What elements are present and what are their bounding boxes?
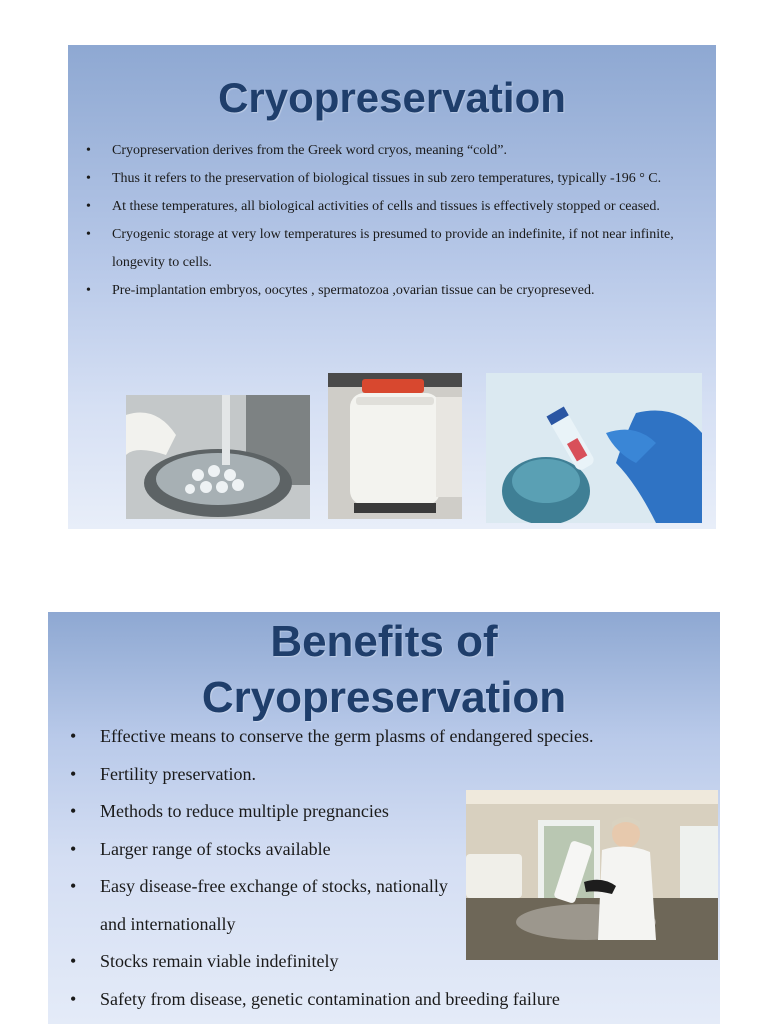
lab-worker-photo (466, 790, 718, 960)
list-item-text: Safety from disease, genetic contamination and breeding failure (100, 988, 560, 1009)
bullet-icon: • (86, 171, 91, 186)
bullet-icon: • (70, 951, 77, 971)
list-item (70, 868, 460, 943)
list-item (86, 137, 686, 165)
slide-title: Cryopreservation (218, 74, 566, 121)
list-item-text: Effective means to conserve the germ plasms of endangered species. (100, 726, 594, 746)
bullet-icon: • (86, 143, 91, 158)
list-item-text: Larger range of stocks available (100, 838, 331, 859)
list-item (86, 221, 686, 277)
list-item-text: Methods to reduce multiple pregnancies (100, 801, 389, 821)
list-item-text: Easy disease-free exchange of stocks, nationally and internationally (100, 876, 448, 934)
list-item-text: Cryopreservation derives from the Greek word cryos, meaning “cold”. (112, 143, 507, 158)
list-item (70, 981, 710, 1019)
bullet-icon: • (70, 876, 77, 896)
bullet-icon: • (70, 726, 77, 746)
bullet-icon: • (70, 801, 77, 821)
list-item-text: Thus it refers to the preservation of biological tissues in sub zero temperatures, typically -196 ° C. (112, 171, 662, 186)
slide-title-line: Benefits of (270, 617, 498, 666)
slide-title (48, 614, 720, 726)
list-item-text: Pre-implantation embryos, oocytes , spermatozoa ,ovarian tissue can be cryopreseved. (112, 283, 595, 298)
list-item-text: Fertility preservation. (100, 763, 256, 784)
list-item (70, 718, 710, 756)
list-item (86, 277, 686, 305)
bullet-icon: • (70, 988, 77, 1009)
cryogenic-tank-photo (328, 373, 462, 519)
list-item (70, 756, 710, 794)
list-item-text: At these temperatures, all biological activities of cells and tissues is effectively stopped or ceased. (112, 199, 660, 214)
list-item-text: Cryogenic storage at very low temperatures is presumed to provide an indefinite, if not near infinite, longevity to cells. (112, 227, 674, 270)
bullet-icon: • (70, 838, 77, 859)
list-item-text: Stocks remain viable indefinitely (100, 951, 339, 971)
bullet-icon: • (86, 227, 91, 242)
bullet-icon: • (86, 283, 91, 298)
bullet-icon: • (86, 199, 91, 214)
slide-benefits (48, 612, 720, 1024)
list-item (86, 165, 686, 193)
bullet-icon: • (70, 763, 77, 784)
list-item (86, 193, 686, 221)
slide-cryopreservation (68, 45, 716, 529)
bullet-list (86, 137, 686, 305)
slide-title-line: Cryopreservation (201, 673, 567, 722)
lab-dish-photo (126, 395, 310, 519)
vial-glove-photo (486, 373, 702, 523)
